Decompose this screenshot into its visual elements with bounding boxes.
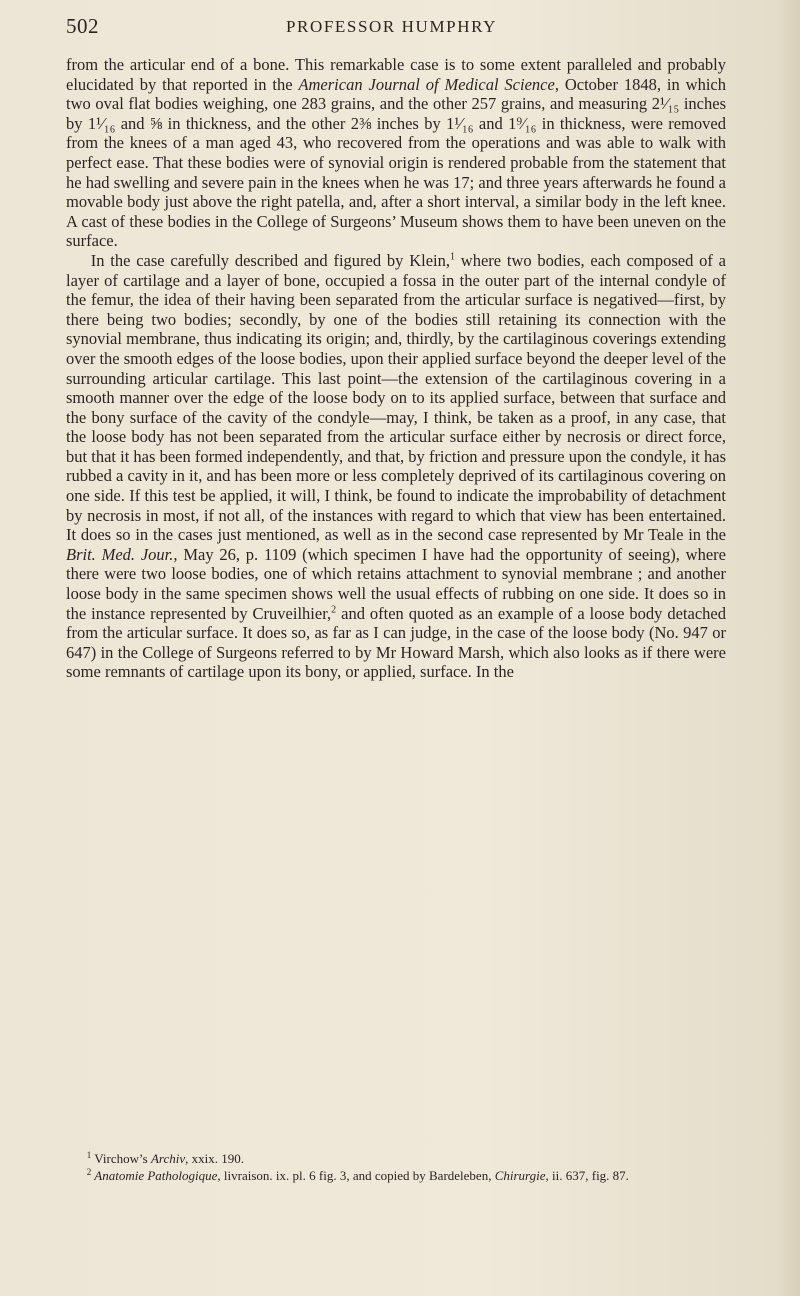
italic-text: Anatomie Pathologique <box>94 1168 218 1183</box>
footnote <box>66 1167 726 1184</box>
text-run: , livraison. ix. pl. 6 fig. 3, and copied by Bardeleben, <box>217 1168 495 1183</box>
footnote-mark: 2 <box>86 1166 92 1177</box>
text-run: , May 26, p. 1109 (which specimen I have had the opportunity of seeing), where there were two loose bodies, one of which retains attachment to synovial membrane ; and another loose body in the same specimen shows well the usual effects of rubbing on one side. It does so in the instance represented by Cruveilhier, <box>66 544 726 623</box>
italic-text: American Journal of Medical Science <box>298 74 555 94</box>
footnotes <box>66 1150 726 1184</box>
text-run: and often quoted as an example of a loose body detached from the articular surface. It does so, as far as I can judge, in the case of the loose body (No. 947 or 647) in the College of Surgeons referred to by Mr Howard Marsh, which also looks as if there were some remnants of cartilage upon its bony, or applied, surface. In the <box>66 603 726 682</box>
footnote <box>66 1150 726 1167</box>
page-number: 502 <box>66 14 99 38</box>
text-run: In the case carefully described and figured by Klein, <box>90 250 450 270</box>
paragraph <box>66 55 726 251</box>
running-head: PROFESSOR HUMPHRY <box>286 17 497 36</box>
footnote-reference: 1 <box>450 251 455 263</box>
page-header <box>66 14 728 44</box>
text-run: where two bodies, each composed of a layer of cartilage and a layer of bone, occupied a fossa in the outer part of the internal condyle of the femur, the idea of their having been separated from the articular surface is negatived—first, by there being two bodies; secondly, by one of the bodies still retaining its connection with the synovial membrane, thus indicating its origin; and, thirdly, by the cartilaginous coverings extending over the smooth edges of the loose bodies, upon their applied surface beyond the deeper level of the surrounding articular cartilage. This last point—the extension of the cartilaginous covering in a smooth manner over the edge of the loose body on to its applied surface, between that surface and the bony surface of the cavity of the condyle—may, I think, be taken as a proof, in any case, that the loose body has not been separated from the articular surface either by necrosis or direct force, but that it has been formed independently, and that, by friction and pressure upon the condyle, it has rubbed a cavity in it, and has been more or less completely deprived of its cartilaginous covering on one side. If this test be applied, it will, I think, be found to indicate the improbability of detachment by necrosis in most, if not all, of the instances with regard to which that view has been entertained. It does so in the cases just mentioned, as well as in the second case represented by Mr Teale in the <box>66 250 727 545</box>
paragraph <box>66 251 726 682</box>
text-run: Virchow’s <box>94 1151 151 1166</box>
italic-text: Chirurgie <box>494 1168 546 1183</box>
footnote-mark: 1 <box>86 1149 92 1160</box>
text-run: , xxix. 190. <box>185 1151 244 1166</box>
footnote-reference: 2 <box>331 604 337 616</box>
text-run: , October 1848, in which two oval flat bodies weighing, one 283 grains, and the other 257 grains, and measuring 2¹⁄₁₅ inches by 1¹⁄₁₆ and ⅝ in thickness, and the other 2⅜ inches by 1¹⁄₁₆ and 1⁹⁄₁₆ in thickness, were removed from the knees of a man aged 43, who recovered from the operations and was able to walk with perfect ease. That these bodies were of synovial origin is rendered probable from the statement that he had swelling and severe pain in the knees when he was 17; and three years afterwards he found a movable body just above the right patella, and, after a short interval, a similar body in the left knee. A cast of these bodies in the College of Surgeons’ Museum shows them to have been uneven on the surface. <box>66 74 726 251</box>
italic-text: Archiv <box>150 1151 186 1166</box>
text-run: , ii. 637, fig. 87. <box>545 1168 629 1183</box>
italic-text: Brit. Med. Jour. <box>66 544 174 564</box>
body-text <box>66 55 726 682</box>
text-run: from the articular end of a bone. This remarkable case is to some extent paralleled and probably elucidated by that reported in the <box>66 55 726 94</box>
